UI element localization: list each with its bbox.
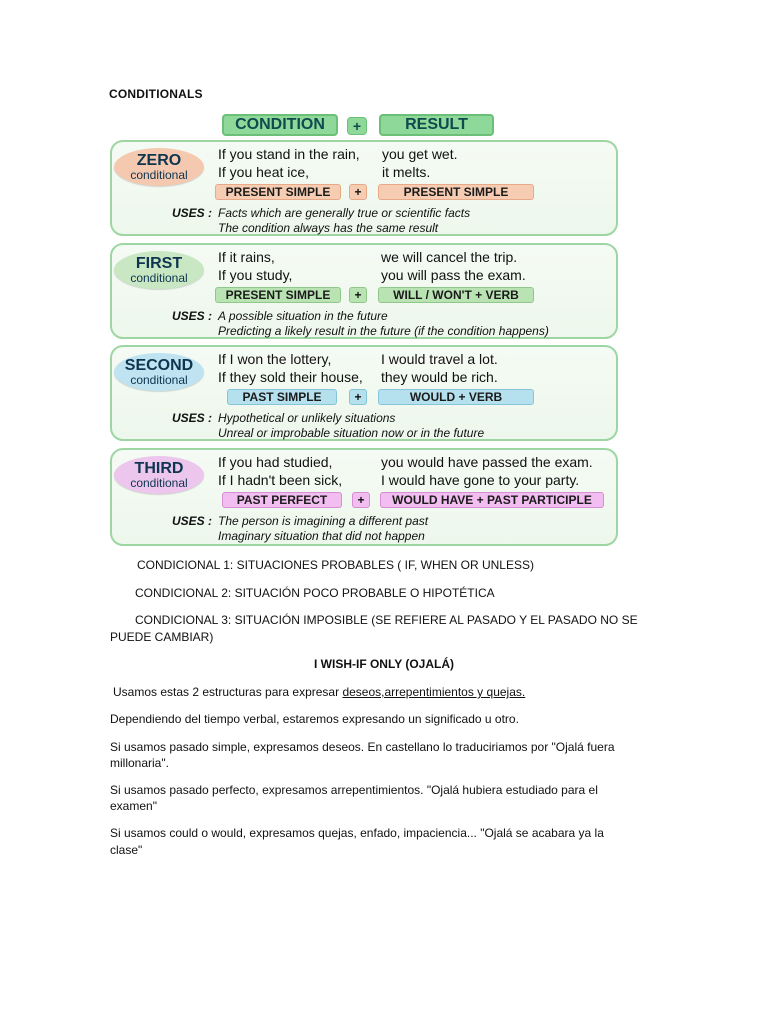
condition-header: CONDITION (222, 114, 338, 136)
uses-label: USES : (172, 514, 213, 528)
condition-example: If you had studied, (218, 454, 333, 470)
second-badge (114, 353, 204, 391)
result-example: it melts. (382, 164, 431, 180)
conditionals-figure (110, 112, 620, 548)
paragraph-2-emphasis: Dependiendo del tiempo verbal (110, 712, 277, 726)
paragraph-1-emphasis: deseos,arrepentimientos y quejas. (342, 685, 526, 699)
condition-form-pill: PRESENT SIMPLE (215, 184, 341, 200)
uses-label: USES : (172, 309, 213, 323)
result-form-pill: WOULD + VERB (378, 389, 534, 405)
result-example: they would be rich. (381, 369, 498, 385)
badge-word: FIRST (135, 254, 183, 272)
use-line: The person is imagining a different past (218, 514, 429, 528)
condition-example: If you stand in the rain, (218, 146, 360, 162)
wish-section-title: I WISH-IF ONLY (OJALÁ) (313, 657, 454, 671)
use-line: Unreal or improbable situation now or in the future (218, 426, 485, 440)
second-conditional-block (110, 345, 618, 441)
result-example: we will cancel the trip. (381, 249, 518, 265)
plus-icon: + (349, 184, 367, 200)
result-example: you will pass the exam. (381, 267, 526, 283)
use-line: A possible situation in the future (218, 309, 388, 323)
first-badge (114, 251, 204, 289)
paragraph-2 (110, 711, 519, 727)
condition-example: If I won the lottery, (218, 351, 332, 367)
plus-icon: + (349, 389, 367, 405)
badge-word: ZERO (136, 151, 182, 169)
third-badge (114, 456, 204, 494)
condition-form-pill: PAST PERFECT (222, 492, 342, 508)
result-example: you would have passed the exam. (381, 454, 593, 470)
third-conditional-block (110, 448, 618, 546)
condition-example: If it rains, (218, 249, 275, 265)
conditional-2-note: CONDICIONAL 2: SITUACIÓN POCO PROBABLE O HIPOTÉTICA (135, 586, 495, 600)
plus-icon: + (349, 287, 367, 303)
condition-example: If I hadn't been sick, (218, 472, 343, 488)
badge-word: THIRD (134, 459, 184, 477)
use-line: The condition always has the same result (218, 221, 439, 235)
badge-sub: conditional (130, 167, 188, 182)
result-form-pill: WILL / WON'T + VERB (378, 287, 534, 303)
paragraph-3-line1: Si usamos pasado simple, expresamos deseos. En castellano lo traduciriamos por "Ojalá fuera (110, 740, 615, 754)
plus-icon: + (352, 492, 370, 508)
paragraph-5-line1: Si usamos could o would, expresamos quejas, enfado, impaciencia... "Ojalá se acabara ya la (110, 826, 604, 840)
paragraph-3-line2: millonaria". (110, 756, 169, 770)
result-form-pill: PRESENT SIMPLE (378, 184, 534, 200)
paragraph-1-text: Usamos estas 2 estructuras para expresar (113, 685, 343, 699)
condition-example: If you study, (218, 267, 293, 283)
result-example: I would have gone to your party. (381, 472, 580, 488)
condition-example: If they sold their house, (218, 369, 363, 385)
uses-label: USES : (172, 206, 213, 220)
zero-badge (114, 148, 204, 186)
badge-sub: conditional (130, 372, 188, 387)
page-title: CONDITIONALS (109, 87, 203, 101)
result-example: you get wet. (382, 146, 458, 162)
conditional-3-note-line2: PUEDE CAMBIAR) (110, 630, 214, 644)
badge-sub: conditional (130, 270, 188, 285)
badge-word: SECOND (124, 356, 194, 374)
condition-example: If you heat ice, (218, 164, 310, 180)
header-plus-icon: + (347, 117, 367, 135)
condition-form-pill: PAST SIMPLE (227, 389, 337, 405)
result-example: I would travel a lot. (381, 351, 498, 367)
conditional-1-note: CONDICIONAL 1: SITUACIONES PROBABLES ( IF, WHEN OR UNLESS) (137, 558, 534, 572)
zero-conditional-block (110, 140, 618, 236)
use-line: Facts which are generally true or scientific facts (218, 206, 471, 220)
first-conditional-block (110, 243, 618, 339)
paragraph-4-line1: Si usamos pasado perfecto, expresamos arrepentimientos. "Ojalá hubiera estudiado para el (110, 783, 598, 797)
paragraph-1 (113, 684, 525, 700)
paragraph-2-text: , estaremos expresando un significado u otro. (276, 712, 519, 726)
uses-label: USES : (172, 411, 213, 425)
use-line: Hypothetical or unlikely situations (218, 411, 396, 425)
paragraph-4-line2: examen" (110, 799, 157, 813)
use-line: Imaginary situation that did not happen (218, 529, 425, 543)
condition-form-pill: PRESENT SIMPLE (215, 287, 341, 303)
conditional-3-note-line1: CONDICIONAL 3: SITUACIÓN IMPOSIBLE (SE REFIERE AL PASADO Y EL PASADO NO SE (135, 613, 638, 627)
badge-sub: conditional (130, 475, 188, 490)
result-form-pill: WOULD HAVE + PAST PARTICIPLE (380, 492, 604, 508)
result-header: RESULT (379, 114, 494, 136)
paragraph-5-line2: clase" (110, 843, 143, 857)
use-line: Predicting a likely result in the future (if the condition happens) (218, 324, 549, 338)
